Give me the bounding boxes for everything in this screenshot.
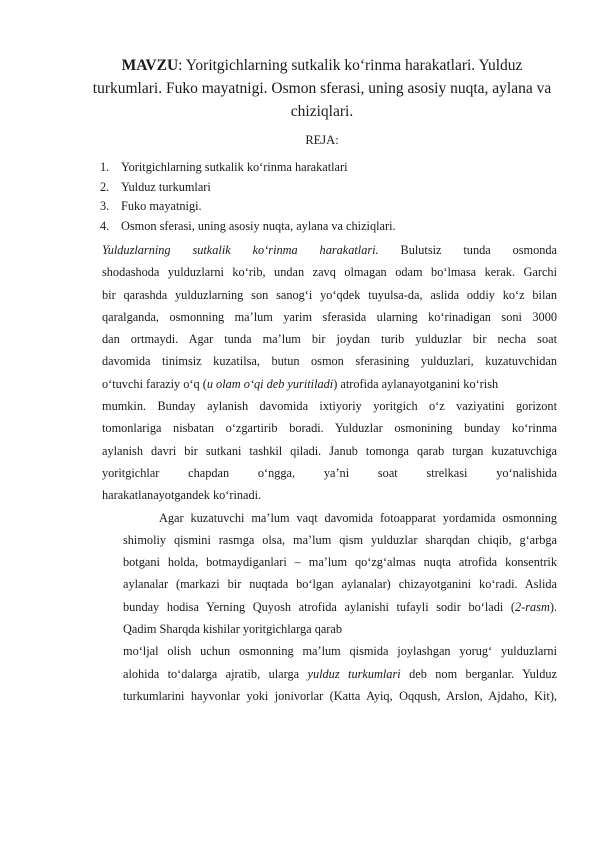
plan-item-number: 2.: [100, 179, 110, 194]
text-span: deb nom berganlar. Yulduz: [400, 666, 557, 681]
text-line: turkumlarini hayvonlar yoki jonivorlar (Katta Ayiq, Oqqush, Arslon, Ajdaho, Kit),: [123, 688, 557, 703]
text-line: mo‘ljal olish uchun osmonning ma’lum qismida joylashgan yorug‘ yulduzlarni: [123, 644, 557, 659]
text-line: shimoliy qismini rasmga olsa, ma’lum qism yulduzlar sharqdan chiqib, g‘arbga: [123, 532, 557, 547]
text-line: bir qarashda yulduzlarning son sanog‘i yo‘qdek tuyulsa-da, aslida oddiy ko‘z bilan: [102, 287, 557, 302]
text-line: Qadim Sharqda kishilar yoritgichlarga qarab: [123, 622, 343, 637]
document-title: [87, 54, 557, 123]
paragraph-constellations: [87, 507, 557, 708]
plan-heading: REJA:: [305, 133, 339, 147]
text-line: [87, 239, 557, 261]
plan-item-number: 3.: [100, 199, 110, 213]
text-line: yoritgichlar chapdan o‘ngga, ya’ni soat strelkasi yo‘nalishida: [102, 465, 557, 480]
paragraph-daily-motion: [87, 239, 557, 507]
plan-item-number: 1.: [100, 160, 110, 174]
text-span: bunday hodisa Yerning Quyosh atrofida aylanishi tufayli sodir bo‘ladi (: [123, 599, 515, 614]
text-line: davomida tinimsiz kuzatilsa, butun osmon sferasining yulduzlari, kuzatuvchidan: [102, 354, 557, 369]
plan-item: [87, 197, 557, 217]
text-line: mumkin. Bunday aylanish davomida ixtiyoriy yoritgich o‘z vaziyatini gorizont: [102, 399, 557, 414]
text-line: [87, 663, 557, 685]
text-line: shodashoda yulduzlarni ko‘rib, undan zavq olmagan odam bo‘lmasa kerak. Garchi: [102, 265, 557, 280]
plan-item-text: Yoritgichlarning sutkalik ko‘rinma harakatlari: [121, 160, 348, 174]
plan-item-number: 4.: [100, 218, 110, 233]
document-page: [87, 54, 557, 707]
figure-reference: 2-rasm: [514, 599, 550, 614]
plan-item: [87, 178, 557, 198]
plan-list: [87, 158, 557, 236]
text-span: o‘tuvchi faraziy o‘q (: [102, 376, 207, 391]
text-span: alohida to‘dalarga ajratib, ularga: [123, 666, 308, 681]
title-text: : Yoritgichlarning sutkalik ko‘rinma harakatlari. Yulduz turkumlari. Fuko mayatnigi. Osmon sferasi, uning asosiy nuqta, aylana va chiziqlari.: [92, 57, 552, 120]
text-line: dan ortmaydi. Agar tunda ma’lum bir joydan turib yulduzlar bir necha soat: [102, 332, 557, 347]
plan-item-text: Fuko mayatnigi.: [121, 199, 202, 213]
text-line: [87, 373, 557, 395]
text-span: ).: [549, 599, 557, 614]
italic-term: Yulduzlarning sutkalik ko‘rinma harakatlari.: [102, 243, 379, 257]
text-line: aylanalar (markazi bir nuqtada bo‘lgan aylanalar) chizayotganini ko‘radi. Aslida: [123, 577, 557, 592]
text-span: ) atrofida aylanayotganini ko‘rish: [333, 376, 499, 391]
text-span: Bulutsiz tunda osmonda: [378, 243, 557, 257]
text-line: [87, 596, 557, 618]
plan-item-text: Osmon sferasi, uning asosiy nuqta, aylana va chiziqlari.: [121, 218, 396, 233]
italic-term: yulduz turkumlari: [307, 666, 401, 681]
italic-term: u olam o‘qi deb yuritiladi: [206, 376, 334, 391]
plan-item: [87, 158, 557, 178]
title-lead: MAVZU: [121, 57, 179, 74]
text-line: qaralganda, osmonning ma’lum yarim sferasida ularning ko‘rinadigan soni 3000: [102, 309, 557, 324]
plan-item-text: Yulduz turkumlari: [121, 179, 211, 194]
text-line: aylanish davri bir sutkani tashkil qiladi. Janub tomonga qarab turgan kuzatuvchiga: [102, 443, 557, 458]
plan-item: [87, 217, 557, 237]
text-line: tomonlariga nisbatan o‘zgartirib boradi. Yulduzlar osmonining bunday ko‘rinma: [102, 421, 557, 436]
text-line: Agar kuzatuvchi ma’lum vaqt davomida fotoapparat yordamida osmonning: [159, 510, 557, 525]
text-line: harakatlanayotgandek ko‘rinadi.: [102, 488, 262, 503]
text-line: botgani holda, botmaydiganlari – ma’lum qo‘zg‘almas nuqta atrofida konsentrik: [123, 555, 557, 570]
